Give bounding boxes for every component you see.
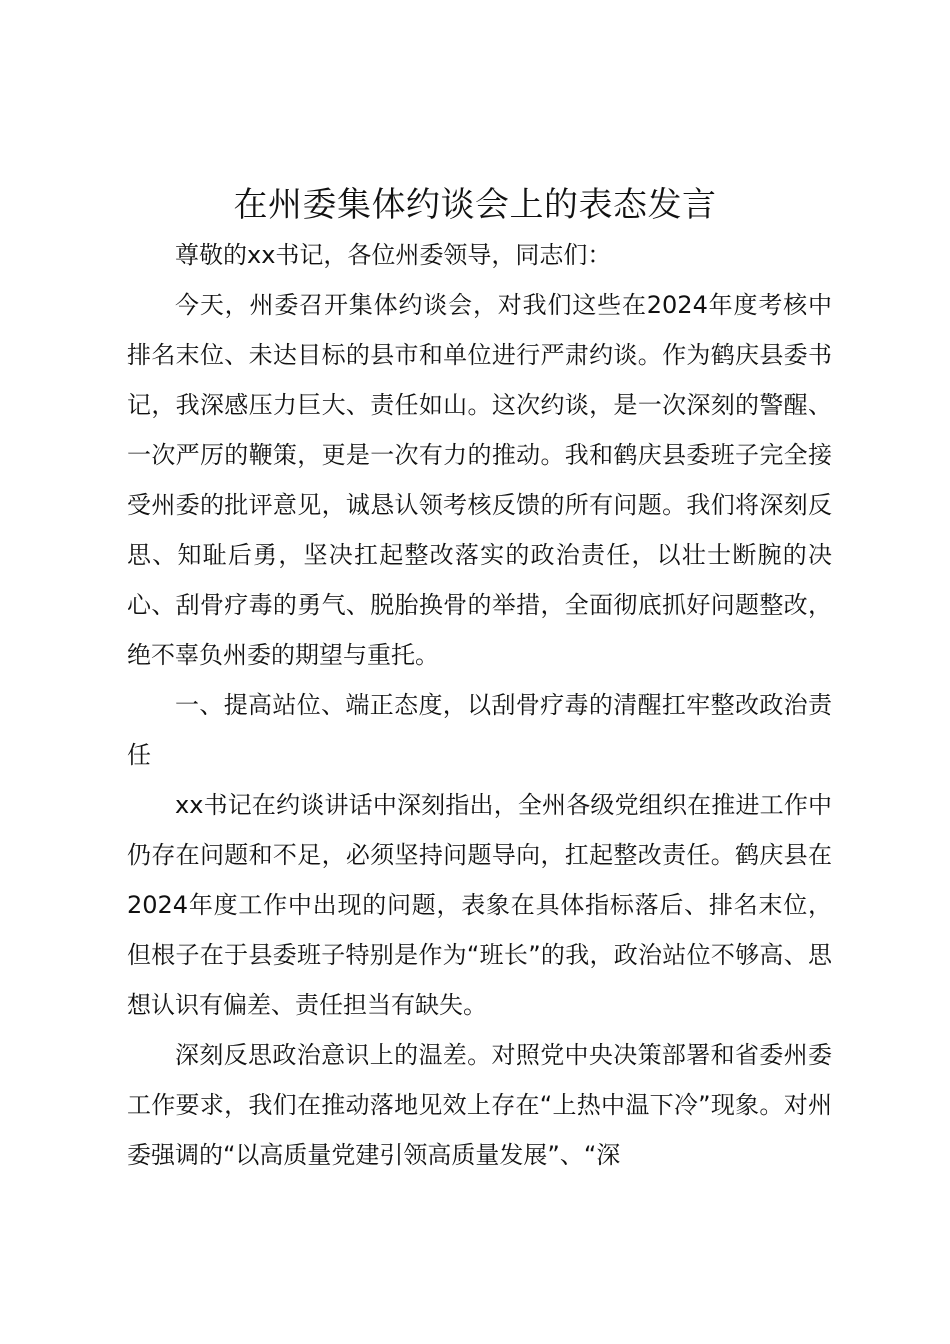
section-heading-1: 一、提高站位、端正态度，以刮骨疗毒的清醒扛牢整改政治责任 (127, 691, 832, 769)
document-body (127, 230, 832, 1180)
salutation-paragraph: 尊敬的xx书记，各位州委领导，同志们： (175, 241, 612, 269)
document-title: 在州委集体约谈会上的表态发言 (233, 185, 717, 225)
opening-paragraph: 今天，州委召开集体约谈会，对我们这些在2024年度考核中排名末位、未达目标的县市和单位进行严肃约谈。作为鹤庆县委书记，我深感压力巨大、责任如山。这次约谈，是一次深刻的警醒、一次严厉的鞭策，更是一次有力的推动。我和鹤庆县委班子完全接受州委的批评意见，诚恳认领考核反馈的所有问题。我们将深刻反思、知耻后勇，坚决扛起整改落实的政治责任，以壮士断腕的决心、刮骨疗毒的勇气、脱胎换骨的举措，全面彻底抓好问题整改，绝不辜负州委的期望与重托。 (127, 291, 832, 669)
body-paragraph: 深刻反思政治意识上的温差。对照党中央决策部署和省委州委工作要求，我们在推动落地见效上存在“上热中温下冷”现象。对州委强调的“以高质量党建引领高质量发展”、“深 (127, 1041, 832, 1169)
body-paragraph: xx书记在约谈讲话中深刻指出，全州各级党组织在推进工作中仍存在问题和不足，必须坚持问题导向，扛起整改责任。鹤庆县在2024年度工作中出现的问题，表象在具体指标落后、排名末位，但根子在于县委班子特别是作为“班长”的我，政治站位不够高、思想认识有偏差、责任担当有缺失。 (127, 791, 832, 1019)
